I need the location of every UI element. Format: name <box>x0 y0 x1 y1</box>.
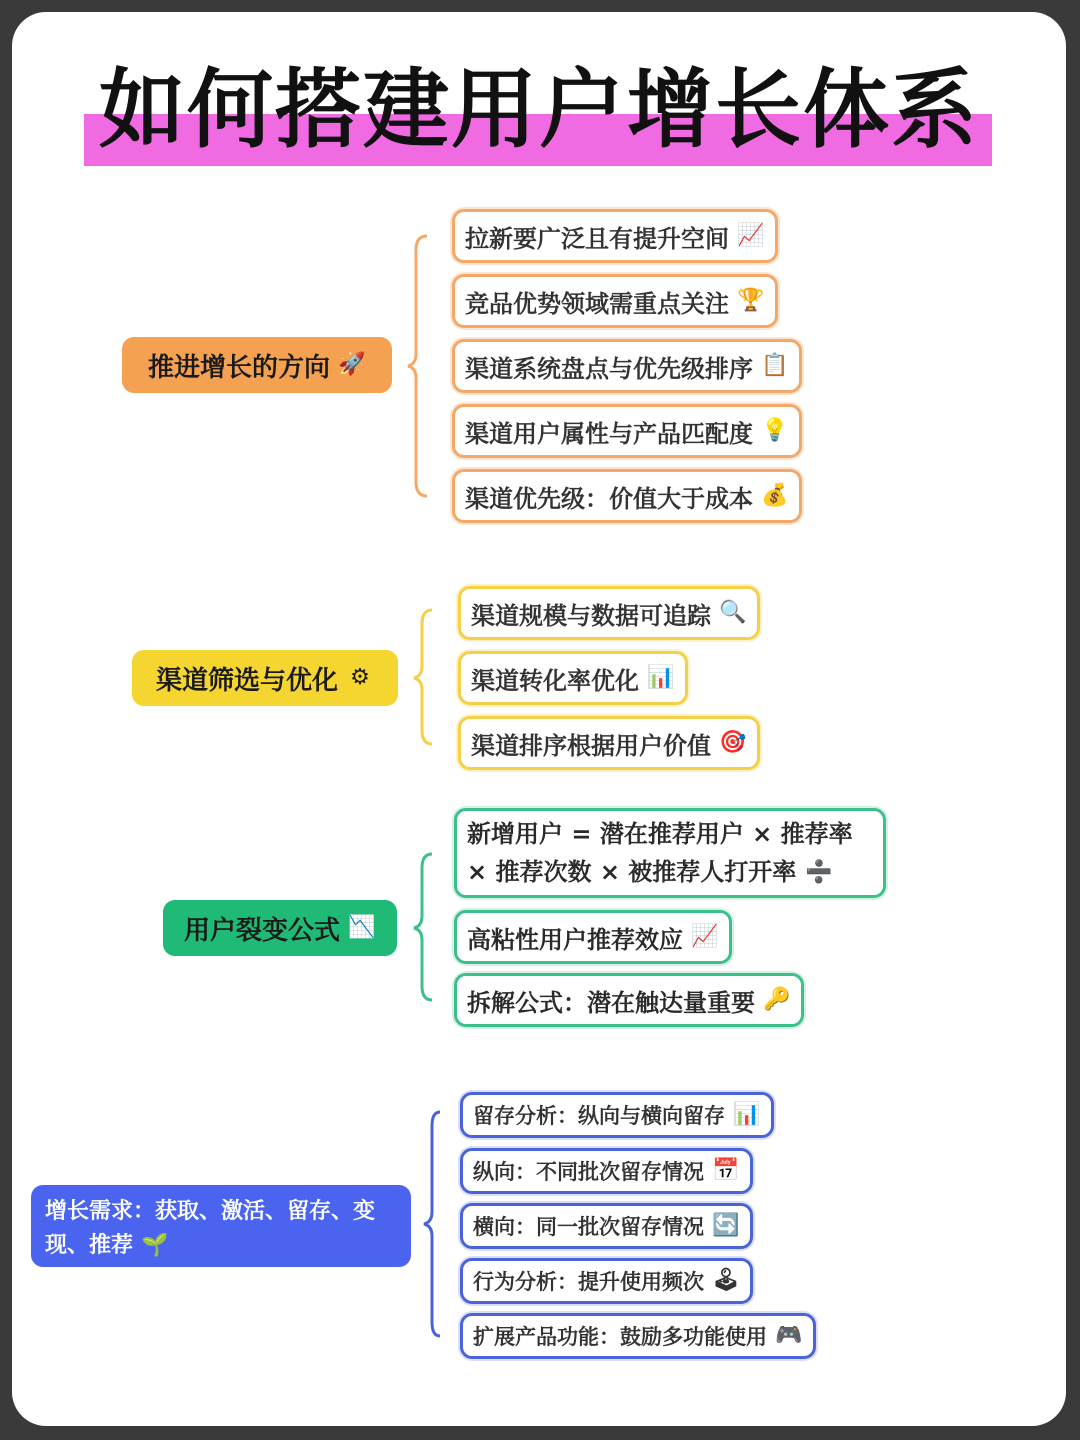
node-growth-4 <box>460 1258 753 1304</box>
node-channel-3 <box>458 716 760 770</box>
rocket-icon: 🚀 <box>338 352 366 377</box>
bar-chart-icon: 📊 <box>647 665 675 690</box>
node-growth-2 <box>460 1148 753 1194</box>
chart-increasing-icon: 📈 <box>691 924 719 949</box>
root-channel-optimization <box>132 650 398 706</box>
repeat-icon: 🔄 <box>712 1213 740 1238</box>
node-channel-2 <box>458 651 688 705</box>
node-formula-1 <box>454 808 886 898</box>
node-label: 渠道优先级：价值大于成本 <box>465 484 753 513</box>
target-icon: 🎯 <box>719 730 747 755</box>
bracket-growth <box>424 1112 440 1336</box>
key-icon: 🔑 <box>763 987 791 1012</box>
node-direction-5 <box>452 469 802 523</box>
node-growth-1 <box>460 1092 774 1138</box>
money-bag-icon: 💰 <box>761 483 789 508</box>
root-label: 增长需求：获取、激活、留存、变现、推荐 <box>45 1199 376 1258</box>
node-direction-1 <box>452 209 778 263</box>
node-label: 拉新要广泛且有提升空间 <box>465 224 729 253</box>
bracket-channel <box>414 610 432 744</box>
chart-increasing-icon: 📈 <box>737 223 765 248</box>
node-label: 留存分析：纵向与横向留存 <box>473 1104 725 1128</box>
mind-map-card <box>12 12 1066 1426</box>
root-growth-direction <box>122 337 392 393</box>
node-direction-2 <box>452 274 778 328</box>
root-label: 推进增长的方向 <box>147 352 330 383</box>
joystick-icon: 🕹 <box>712 1268 740 1293</box>
root-referral-formula <box>163 900 397 956</box>
divide-icon: ➗ <box>804 860 833 885</box>
node-label: 高粘性用户推荐效应 <box>467 925 683 954</box>
node-label: 行为分析：提升使用频次 <box>473 1270 704 1294</box>
bracket-formula <box>414 854 432 1000</box>
calendar-icon: 📅 <box>712 1158 740 1183</box>
chart-decreasing-icon: 📉 <box>348 915 376 940</box>
page-title: 如何搭建用户增长体系 <box>99 60 979 160</box>
node-label: 拆解公式：潜在触达量重要 <box>467 988 755 1017</box>
node-direction-3 <box>452 339 802 393</box>
node-formula-2 <box>454 910 732 964</box>
node-label: 渠道用户属性与产品匹配度 <box>465 419 753 448</box>
bar-chart-icon: 📊 <box>733 1102 761 1127</box>
node-growth-5 <box>460 1313 816 1359</box>
bracket-direction <box>408 236 427 496</box>
node-growth-3 <box>460 1203 753 1249</box>
root-label: 用户裂变公式 <box>183 915 340 946</box>
node-label: 扩展产品功能：鼓励多功能使用 <box>473 1325 767 1349</box>
root-growth-needs <box>31 1185 411 1267</box>
light-bulb-icon: 💡 <box>761 418 789 443</box>
node-label: 渠道排序根据用户价值 <box>471 731 711 760</box>
trophy-icon: 🏆 <box>737 288 765 313</box>
seedling-icon: 🌱 <box>140 1233 169 1258</box>
gear-icon: ⚙ <box>350 665 370 690</box>
node-label: 渠道系统盘点与优先级排序 <box>465 354 753 383</box>
node-channel-1 <box>458 586 760 640</box>
node-label: 横向：同一批次留存情况 <box>473 1215 704 1239</box>
node-direction-4 <box>452 404 802 458</box>
root-label: 渠道筛选与优化 <box>155 665 338 696</box>
game-controller-icon: 🎮 <box>775 1323 803 1348</box>
node-label: 渠道转化率优化 <box>471 666 639 695</box>
node-label: 纵向：不同批次留存情况 <box>473 1160 704 1184</box>
node-label: 新增用户 = 潜在推荐用户 × 推荐率 × 推荐次数 × 被推荐人打开率 <box>467 820 853 886</box>
node-label: 渠道规模与数据可追踪 <box>471 601 711 630</box>
clipboard-icon: 📋 <box>761 353 789 378</box>
node-formula-3 <box>454 973 804 1027</box>
magnifier-icon: 🔍 <box>719 600 747 625</box>
node-label: 竞品优势领域需重点关注 <box>465 289 729 318</box>
